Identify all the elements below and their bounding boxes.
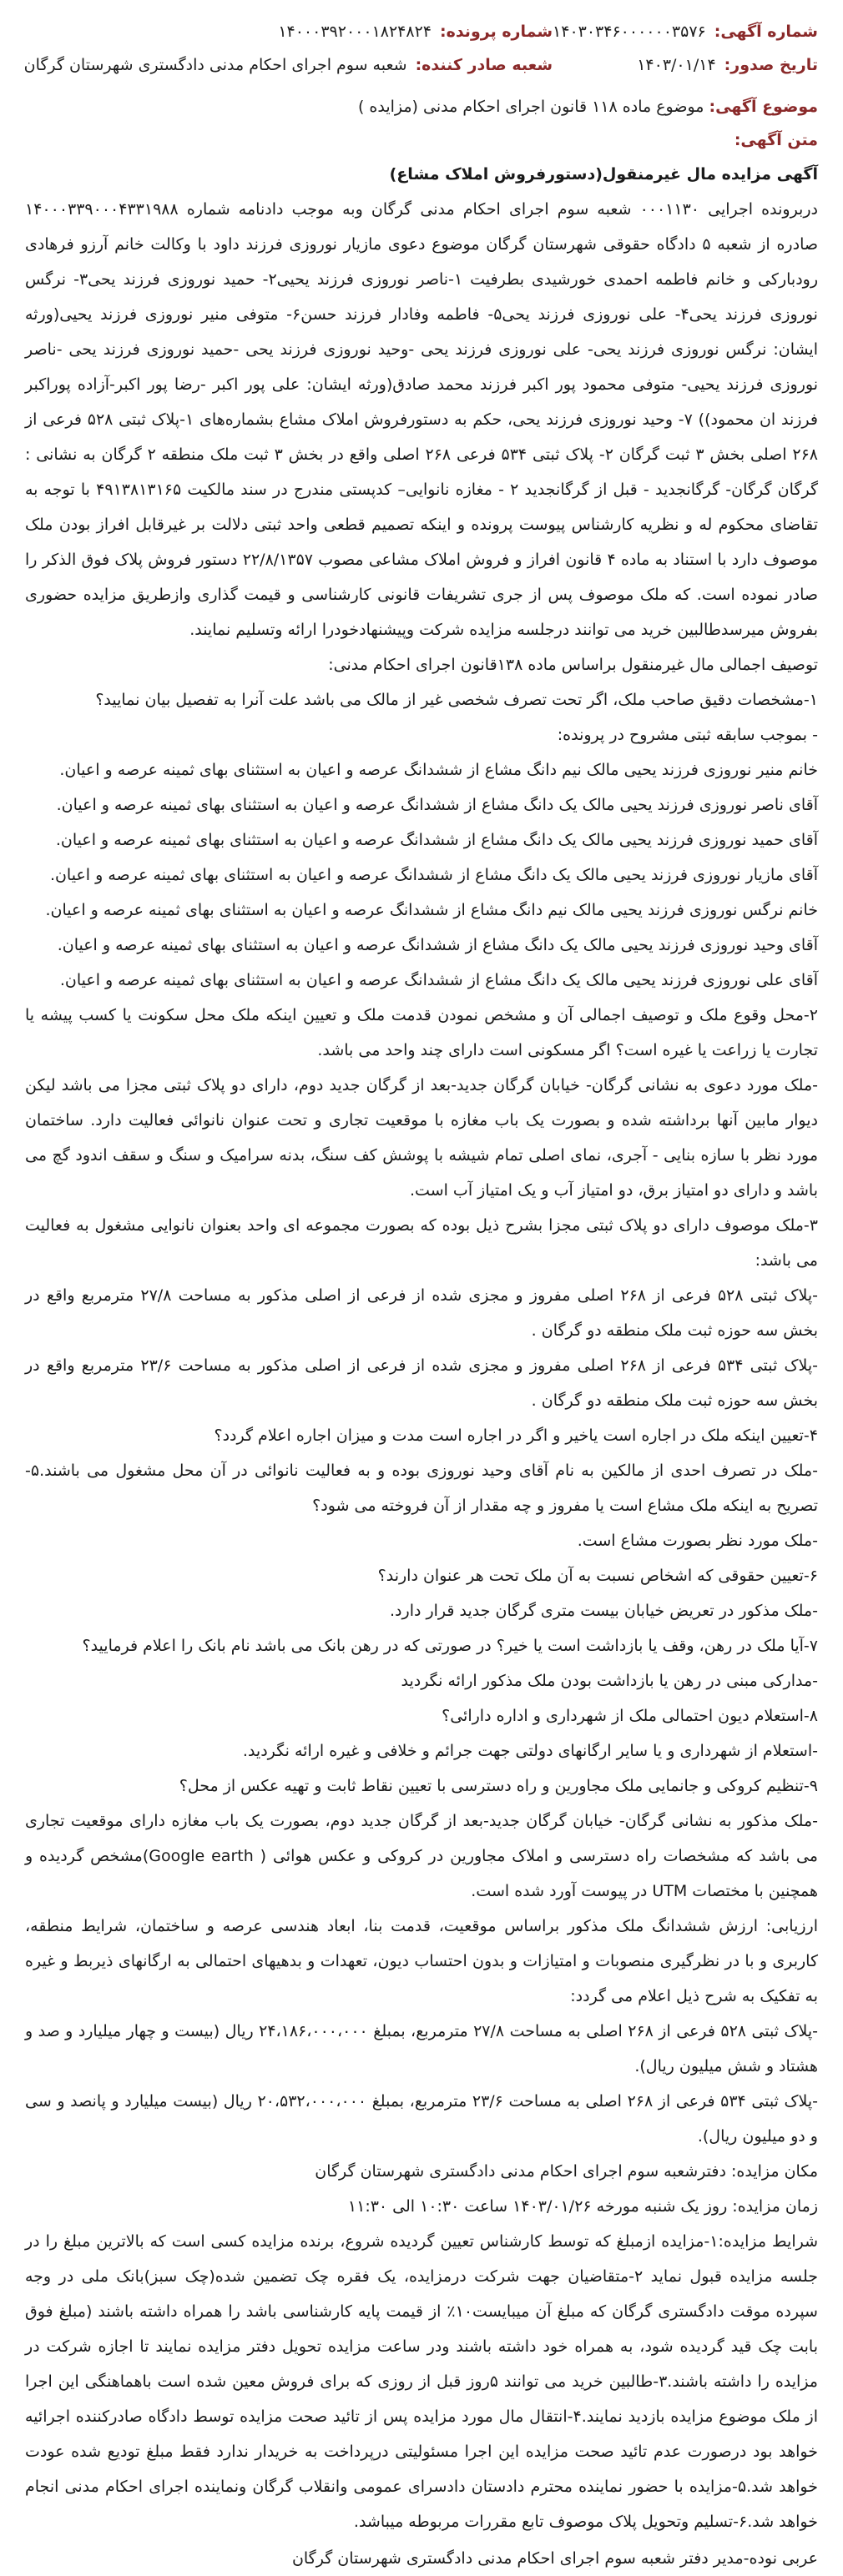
file-number-label: شماره پرونده: [440,23,553,41]
body-paragraph: -ملک در تصرف احدی از مالکین به نام آقای وحید نوروزی بوده و به فعالیت نانوائی در آن محل مشغول می باشند.۵- تصریح به اینکه ملک مشاع است یا مفروز و چه مقدار از آن فروخته می شود؟ [25,1462,818,1515]
body-paragraph: -ملک مورد دعوی به نشانی گرگان- خیابان گرگان جدید-بعد از گرگان جدید دوم، دارای دو پلاک ثبتی مجزا می باشد لیکن دیوار مابین آنها برداشته شده و بصورت یک باب مغازه با موقعیت تجاری و تحت عنوان نانوائی فعالیت دارد. ساختمان مورد نظر با سازه بنایی - آجری، نمای اصلی تمام شیشه با پوشش کف سنگ، بدنه سرامیک و سنگ و سقف اندود گچ می باشد و دارای دو امتیاز برق، دو امتیاز آب و یک امتیاز آب است. [25,1076,818,1200]
body-paragraph: -ملک مذکور در تعریض خیابان بیست متری گرگان جدید قرار دارد. [390,1602,818,1620]
body-paragraph: ۹-تنظیم کروکی و جانمایی ملک مجاورین و راه دسترسی با تعیین نقاط ثابت و تهیه عکس از محل؟ [179,1777,818,1795]
ad-number-label: شماره آگهی: [714,23,818,41]
header-left-column [24,15,553,82]
body-paragraph: - بموجب سابقه ثبتی مشروح در پرونده: [557,726,818,744]
subject-label: موضوع آگهی: [709,98,818,116]
ad-body [25,157,818,2576]
owner-line: آقای وحید نوروزی فرزند یحیی مالک یک دانگ مشاع از ششدانگ عرصه و اعیان به استثنای بهای ثمینه عرصه و اعیان. [57,936,818,954]
issuing-branch: شعبه سوم اجرای احکام مدنی دادگستری شهرستان گرگان [23,56,407,74]
valuation-line: -پلاک ثبتی ۵۳۴ فرعی از ۲۶۸ اصلی به مساحت ۲۳/۶ مترمربع، بمبلغ ۲۰،۵۳۲،۰۰۰،۰۰۰ ریال (بیست میلیارد و پانصد و سی و دو میلیون ریال). [25,2092,819,2146]
ad-number: ۱۴۰۳۰۳۴۶۰۰۰۰۰۰۳۵۷۶ [553,23,706,41]
body-paragraph: -مدارکی مبنی در رهن یا بازداشت بودن ملک مذکور ارائه نگردید [401,1672,818,1690]
owner-line: آقای علی نوروزی فرزند یحیی مالک یک دانگ مشاع از ششدانگ عرصه و اعیان به استثنای بهای ثمینه عرصه و اعیان. [59,971,818,989]
owner-line: آقای ناصر نوروزی فرزند یحیی مالک یک دانگ مشاع از ششدانگ عرصه و اعیان به استثنای بهای ثمینه عرصه و اعیان. [56,796,818,814]
signature-line: عربی نوده-مدیر دفتر شعبه سوم اجرای احکام مدنی دادگستری شهرستان گرگان [291,2549,818,2568]
body-paragraph: ۳-ملک موصوف دارای دو پلاک ثبتی مجزا بشرح ذیل بوده که بصورت مجموعه ای واحد بعنوان نانوایی مشغول به فعالیت می باشد: [25,1216,818,1270]
auction-location: مکان مزایده: دفترشعبه سوم اجرای احکام مدنی دادگستری شهرستان گرگان [315,2162,818,2181]
header-right-column [553,15,818,82]
ad-subject [25,90,818,123]
body-paragraph: -ملک مذکور به نشانی گرگان- خیابان گرگان جدید-بعد از گرگان جدید دوم، بصورت یک باب مغازه دارای موقعیت تجاری می باشد که مشخصات راه دسترسی و املاک مجاورین در کروکی و عکس هوائی ( Google earth)مشخص گردیده و همچنین با مختصات UTM در پیوست آورد شده است. [25,1812,818,1900]
body-paragraph: ۶-تعیین حقوقی که اشخاص نسبت به آن ملک تحت هر عنوان دارند؟ [377,1567,818,1585]
owner-line: آقای حمید نوروزی فرزند یحیی مالک یک دانگ مشاع از ششدانگ عرصه و اعیان به استثنای بهای ثمینه عرصه و اعیان. [55,831,818,849]
file-number: ۱۴۰۰۰۳۹۲۰۰۰۱۸۲۴۸۲۴ [278,23,432,41]
body-paragraph: ارزیابی: ارزش ششدانگ ملک مذکور براساس موقعیت، قدمت بنا، ابعاد هندسی عرصه و ساختمان، شرایط منطقه، کاربری و با در نظرگیری منصوبات و امتیازات و بدون احتساب دیون، تعهدات و بدهیهای احتمالی به ارگانهای ذیربط و غیره به تفکیک به شرح ذیل اعلام می گردد: [25,1917,818,2005]
auction-conditions: شرایط مزایده:۱-مزایده ازمبلغ که توسط کارشناس تعیین گردیده شروع، برنده مزایده کسی است که بالاترین مبلغ را در جلسه مزایده قبول نماید ۲-متقاضیان جهت شرکت درمزایده، یک فقره چک تضمین شده(چک سبز)بانک ملی در وجه سپرده موقت دادگستری گرگان که مبلغ آن میبایست۱۰٪ از قیمت پایه کارشناسی باشد را همراه داشته باشند (مبلغ فوق بابت چک قید گردیده شود، به همراه خود داشته باشند ودر ساعت مزایده تحویل دفتر مزایده نمایند تا اجازه شرکت در مزایده را داشته باشند.۳-طالبین خرید می توانند ۵روز قبل از روزی که برای فروش معین شده است باهماهنگی این اجرا از ملک موضوع مزایده بازدید نمایند.۴-انتقال مال مورد مزایده پس از تائید صحت مزایده توسط دادگاه صادرکننده اجرائیه خواهد بود درصورت عدم تائید صحت مزایده این اجرا مسئولیتی درپرداخت به خریدار ندارد فقط مبلغ تودیع شده عودت خواهد شد.۵-مزایده با حضور نماینده محترم دادستان دادسرای عمومی وانقلاب گرگان ونماینده اجرای احکام مدنی انجام خواهد شد.۶-تسلیم وتحویل پلاک موصوف تابع مقررات مربوطه میباشد. [25,2232,819,2531]
body-paragraph: ۷-آیا ملک در رهن، وقف یا بازداشت است یا خیر؟ در صورتی که در رهن بانک می باشد نام بانک را اعلام فرمایید؟ [82,1637,818,1655]
valuation-line: -پلاک ثبتی ۵۲۸ فرعی از ۲۶۸ اصلی به مساحت ۲۷/۸ مترمربع، بمبلغ ۲۴،۱۸۶،۰۰۰،۰۰۰ ریال (بیست و چهار میلیارد و صد و هشتاد و شش میلیون ریال). [25,2022,818,2075]
body-paragraph: -پلاک ثبتی ۵۲۸ فرعی از ۲۶۸ اصلی مفروز و مجزی شده از فرعی از اصلی مذکور به مساحت ۲۷/۸ مترمربع واقع در بخش سه حوزه ثبت ملک منطقه دو گرگان . [25,1286,818,1340]
body-paragraph: -استعلام از شهرداری و یا سایر ارگانهای دولتی جهت جرائم و خلافی و غیره ارائه نگردید. [242,1742,818,1760]
body-paragraph: دربرونده اجرایی ۰۰۰۱۱۳۰ شعبه سوم اجرای احکام مدنی گرگان وبه موجب دادنامه شماره ۱۴۰۰۰۳۳۹۰۰۰۴۳۳۱۹۸۸ صادره از شعبه ۵ دادگاه حقوقی شهرستان گرگان موضوع دعوی مازیار نوروزی فرزند داود با وکالت خانم آرزو فرهادی رودبارکی و خانم فاطمه احمدی خورشیدی بطرفیت ۱-ناصر نوروزی فرزند یحیی۲- حمید نوروزی فرزند یحی۳- نرگس نوروزی فرزند یحی۴- علی نوروزی فرزند یحی۵- فاطمه وفادار فرزند حسن۶- متوفی منیر نوروزی فرزند یحیی(ورثه ایشان: نرگس نوروزی فرزند یحی- علی نوروزی فرزند یحی -وحید نوروزی فرزند یحی -حمید نوروزی فرزند یحی -ناصر نوروزی فرزند یحیی- متوفی محمود پور اکبر فرزند محمد صادق(ورثه ایشان: علی پور اکبر -رضا پور اکبر-آزاده پوراکبر فرزند ان محمود)) ۷- وحید نوروزی فرزند یحی، حکم به دستورفروش املاک مشاع بشماره‌های ۱-پلاک ثبتی ۵۲۸ فرعی از ۲۶۸ اصلی بخش ۳ ثبت گرگان ۲- پلاک ثبتی ۵۳۴ فرعی ۲۶۸ اصلی واقع در بخش ۳ ثبت ملک منطقه ۲ گرگان به نشانی : گرگان گرگان- گرگانجدید - قبل از گرگانجدید ۲ - مغازه نانوایی– کدپستی مندرج در سند مالکیت ۴۹۱۳۸۱۳۱۶۵ با توجه به تقاضای محکوم له و نظریه کارشناس پیوست پرونده و اینکه تصمیم قطعی واحد ثبتی دلالت بر غیرقابل افراز بودن ملک موصوف دارد با استناد به ماده ۴ قانون افراز و فروش املاک مشاعی مصوب ۲۲/۸/۱۳۵۷ دستور فروش پلاک فوق الذکر را صادر نموده است. که ملک موصوف پس از جری تشریفات قانونی کارشناسی و قیمت گذاری وازطریق مزایده حضوری بفروش میرسدطالبین خرید می توانند درجلسه مزایده شرکت وپیشنهادخودرا ارائه وتسلیم نمایند. [25,200,819,639]
owner-line: آقای مازیار نوروزی فرزند یحیی مالک یک دانگ مشاع از ششدانگ عرصه و اعیان به استثنای بهای ثمینه عرصه و اعیان. [49,866,818,884]
body-paragraph: -ملک مورد نظر بصورت مشاع است. [577,1532,818,1550]
ad-text-label: متن آگهی: [734,131,818,149]
owner-line: خانم نرگس نوروزی فرزند یحیی مالک نیم دانگ مشاع از ششدانگ عرصه و اعیان به استثنای بهای ثمینه عرصه و اعیان. [45,901,818,919]
issue-date: ۱۴۰۳/۰۱/۱۴ [637,56,716,74]
body-paragraph: ۲-محل وقوع ملک و توصیف اجمالی آن و مشخص نمودن قدمت ملک و تعیین اینکه ملک محل سکونت یا کسب پیشه یا تجارت یا زراعت یا غیره است؟ اگر مسکونی است دارای چند واحد می باشد. [25,1006,818,1059]
body-paragraph: ۴-تعیین اینکه ملک در اجاره است یاخیر و اگر در اجاره است مدت و میزان اجاره اعلام گردد؟ [214,1426,818,1445]
issue-date-label: تاریخ صدور: [724,56,818,74]
auction-time: زمان مزایده: روز یک شنبه مورخه ۱۴۰۳/۰۱/۲۶ ساعت ۱۰:۳۰ الی ۱۱:۳۰ [347,2197,818,2216]
owner-line: خانم منیر نوروزی فرزند یحیی مالک نیم دانگ مشاع از ششدانگ عرصه و اعیان به استثنای بهای ثمینه عرصه و اعیان. [59,761,818,779]
issuing-branch-label: شعبه صادر کننده: [415,56,553,74]
subject-value: موضوع ماده ۱۱۸ قانون اجرای احکام مدنی (مزایده ) [357,98,704,116]
body-paragraph: توصیف اجمالی مال غیرمنقول براساس ماده ۱۳۸قانون اجرای احکام مدنی: [328,656,818,674]
body-paragraph: ۸-استعلام دیون احتمالی ملک از شهرداری و اداره دارائی؟ [442,1707,818,1725]
body-paragraph: ۱-مشخصات دقیق صاحب ملک، اگر تحت تصرف شخصی غیر از مالک می باشد علت آنرا به تفصیل بیان نمایید؟ [95,691,818,709]
header [25,15,818,82]
ad-title: آگهی مزایده مال غیرمنقول(دستورفروش املاک مشاع) [389,165,818,184]
body-paragraph: -پلاک ثبتی ۵۳۴ فرعی از ۲۶۸ اصلی مفروز و مجزی شده از فرعی از اصلی مذکور به مساحت ۲۳/۶ مترمربع واقع در بخش سه حوزه ثبت ملک منطقه دو گرگان . [25,1356,818,1410]
